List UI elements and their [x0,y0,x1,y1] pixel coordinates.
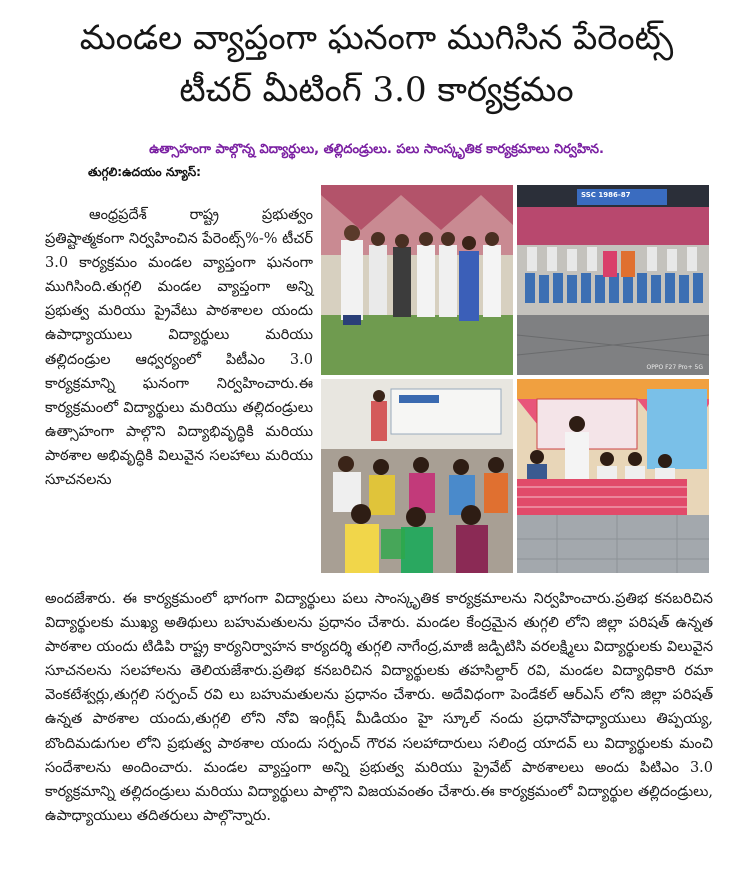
dateline: తుగ్గలి:ఉదయం న్యూస్: [88,165,201,179]
photo-collage [321,185,709,573]
photo-audience-meeting [321,379,513,573]
body-column-full [45,587,713,828]
photo-banner-text: SSC 1986-87 [581,191,631,199]
photo-watermark: OPPO F27 Pro+ 5G [646,364,703,371]
photo-students-group [517,185,709,375]
headline-line-2: టీచర్ మీటింగ్ 3.0 కార్యక్రమం [179,70,574,110]
body-paragraph-full: అందజేశారు. ఈ కార్యక్రమంలో భాగంగా విద్యార్థులు పలు సాంస్కృతిక కార్యక్రమాలను నిర్వహించారు.ప్రతిభ కనబరిచిన విద్యార్థులకు ముఖ్య అతిథులు బహుమతులను ప్రధానం చేశారు. మండల కేంద్రమైన తుగ్గలి లోని జిల్లా పరిషత్ ఉన్నత పాఠశాల యందు టిడిపి రాష్ట్ర కార్యనిర్వాహన కార్యదర్శి తుగ్గలి నాగేంద్ర,మాజీ జడ్పిటిసి వరలక్ష్మిలు విద్యార్థులకు విలువైన సూచనలను సలహాలను తెలియజేశారు.ప్రతిభ కనబరిచిన విద్యార్థులకు తహసిల్దార్ రవి, మండల విద్యాధికారి రమా వెంకటేశ్వర్లు,తుగ్గలి సర్పంచ్ రవి లు బహుమతులను ప్రధానం చేశారు. అదేవిధంగా పెండేకల్ ఆర్ఎస్ లోని జిల్లా పరిషత్ ఉన్నత పాఠశాల యందు,తుగ్గలి లోని నోవి ఇంగ్లీష్ మీడియం హై స్కూల్ నందు ప్రధానోపాధ్యాయులు తిప్పయ్య, బొందిమడుగుల లోని ప్రభుత్వ పాఠశాల యందు సర్పంచ్ గౌరవ సలహాదారులు సలింద్ర యాదవ్ లు విద్యార్థులకు మంచి సందేశాలను అందించారు. మండల వ్యాప్తంగా అన్ని ప్రభుత్వ మరియు ప్రైవేట్ పాఠశాలలు అందు పిటిఎం 3.0 కార్యక్రమాన్ని తల్లిదండ్రులు మరియు విద్యార్థులు పాల్గొని విజయవంతం చేశారు.ఈ కార్యక్రమంలో విద్యార్థుల తల్లిదండ్రులు, ఉపాధ్యాయులు తదితరులు పాల్గొన్నారు. [45,591,713,824]
subheadline: ఉత్సాహంగా పాల్గొన్న విద్యార్థులు, తల్లిదండ్రులు. పలు సాంస్కృతిక కార్యక్రమాలు నిర్వహిన. [149,142,604,157]
photo-stage-guests [321,185,513,375]
headline-line-1: మండల వ్యాప్తంగా ఘనంగా ముగిసిన పేరెంట్స్ [79,18,674,58]
body-paragraph-left: ఆంధ్రప్రదేశ్ రాష్ట్ర ప్రభుత్వం ప్రతిష్టాత్మకంగా నిర్వహించిన పేరెంట్స్%-% టీచర్ 3.0 కార్యక్రమం మండల వ్యాప్తంగా ఘనంగా ముగిసింది.తుగ్గలి మండల వ్యాప్తంగా అన్ని ప్రభుత్వ మరియు ప్రైవేటు పాఠశాలల యందు ఉపాధ్యాయులు విద్యార్థులు మరియు తల్లిదండ్రుల ఆధ్వర్యంలో పిటీఎం 3.0 కార్యక్రమాన్ని ఘనంగా నిర్వహించారు.ఈ కార్యక్రమంలో విద్యార్థులు మరియు తల్లిదండ్రులు ఉత్సాహంగా పాల్గొని విద్యాభివృద్ధికి మరియు పాఠశాల అభివృద్ధికి విలువైన సలహాలు మరియు సూచనలను [45,207,313,489]
body-column-left [45,203,313,492]
photo-dais-officials [517,379,709,573]
